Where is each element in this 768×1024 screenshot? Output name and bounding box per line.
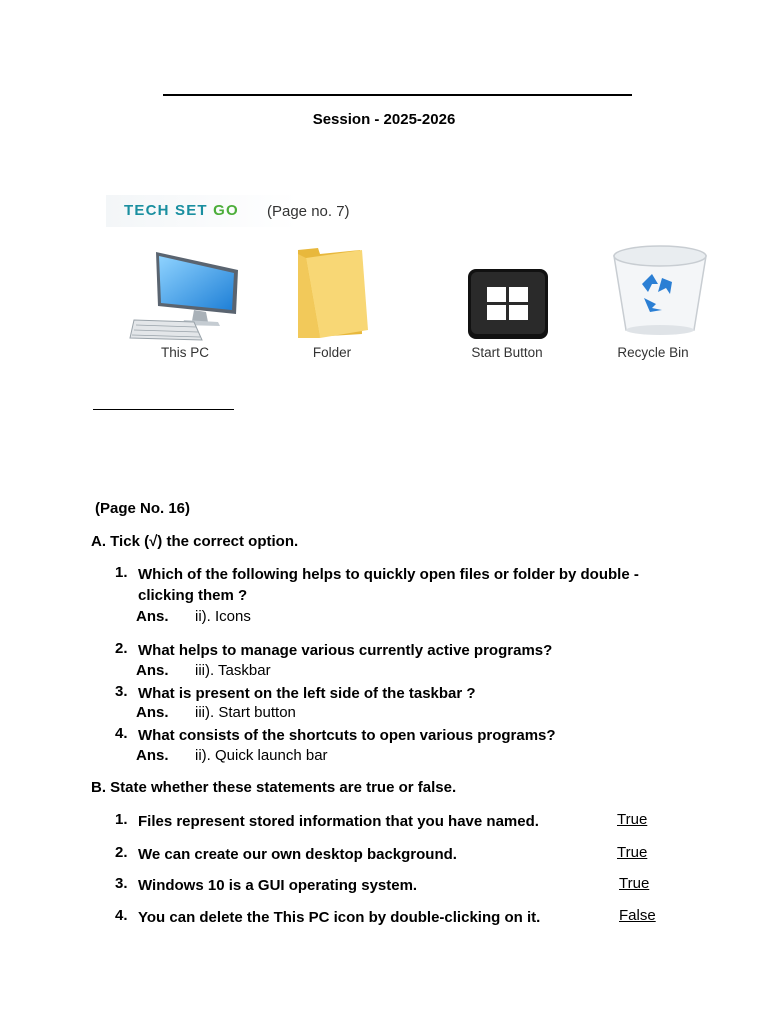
section-a-heading: A. Tick (√) the correct option. bbox=[91, 533, 299, 550]
folder-label: Folder bbox=[312, 345, 352, 360]
start-button-label: Start Button bbox=[471, 345, 543, 360]
statement-number: 1. bbox=[115, 811, 128, 828]
answer-label: Ans. bbox=[136, 704, 169, 721]
question-text: Which of the following helps to quickly open files or folder by double - clicking them ? bbox=[138, 566, 639, 604]
statement-number: 2. bbox=[115, 844, 128, 861]
statement-1 bbox=[115, 811, 678, 832]
question-number: 4. bbox=[115, 725, 128, 742]
statement-number: 4. bbox=[115, 907, 128, 924]
question-number: 2. bbox=[115, 640, 128, 657]
answer-text: iii). Taskbar bbox=[195, 662, 271, 679]
question-text: What is present on the left side of the taskbar ? bbox=[138, 685, 476, 702]
book-title-part2: SET bbox=[175, 202, 208, 219]
answer-text: ii). Icons bbox=[195, 608, 251, 625]
answer-text: ii). Quick launch bar bbox=[195, 747, 328, 764]
answer-2 bbox=[136, 662, 271, 679]
statement-number: 3. bbox=[115, 875, 128, 892]
session-title: Session - 2025-2026 bbox=[312, 111, 456, 128]
statement-2-answer: True bbox=[617, 844, 648, 861]
folder-icon bbox=[296, 246, 372, 340]
answer-4 bbox=[136, 747, 328, 764]
answer-rule bbox=[93, 409, 234, 410]
header-rule bbox=[163, 94, 632, 96]
recycle-bin-icon bbox=[612, 242, 708, 338]
this-pc-icon bbox=[128, 250, 240, 342]
question-text: What helps to manage various currently active programs? bbox=[138, 642, 553, 659]
question-text: What consists of the shortcuts to open various programs? bbox=[138, 727, 556, 744]
book-page-ref: (Page no. 7) bbox=[267, 203, 350, 220]
answer-label: Ans. bbox=[136, 747, 169, 764]
answer-label: Ans. bbox=[136, 662, 169, 679]
question-4 bbox=[115, 725, 678, 746]
statement-text: Windows 10 is a GUI operating system. bbox=[138, 877, 418, 894]
statement-4 bbox=[115, 907, 678, 928]
question-1 bbox=[115, 564, 678, 606]
section-b-heading: B. State whether these statements are true or false. bbox=[91, 779, 457, 796]
book-title-part1: TECH bbox=[124, 202, 170, 219]
book-title bbox=[124, 202, 239, 219]
question-3 bbox=[115, 683, 678, 704]
statement-text: We can create our own desktop background. bbox=[138, 846, 457, 863]
answer-3 bbox=[136, 704, 296, 721]
answer-1 bbox=[136, 608, 251, 625]
statement-text: You can delete the This PC icon by double-clicking on it. bbox=[138, 909, 541, 926]
book-title-part3: GO bbox=[213, 202, 239, 219]
answer-text: iii). Start button bbox=[195, 704, 296, 721]
statement-1-answer: True bbox=[617, 811, 648, 828]
this-pc-label: This PC bbox=[160, 345, 209, 360]
statement-text: Files represent stored information that you have named. bbox=[138, 813, 539, 830]
question-number: 1. bbox=[115, 564, 128, 581]
question-number: 3. bbox=[115, 683, 128, 700]
statement-4-answer: False bbox=[619, 907, 656, 924]
recycle-bin-label: Recycle Bin bbox=[617, 345, 689, 360]
statement-3 bbox=[115, 875, 678, 896]
page-reference: (Page No. 16) bbox=[95, 500, 191, 517]
statement-3-answer: True bbox=[619, 875, 650, 892]
statement-2 bbox=[115, 844, 678, 865]
question-2 bbox=[115, 640, 678, 661]
answer-label: Ans. bbox=[136, 608, 169, 625]
windows-icon bbox=[467, 268, 549, 340]
